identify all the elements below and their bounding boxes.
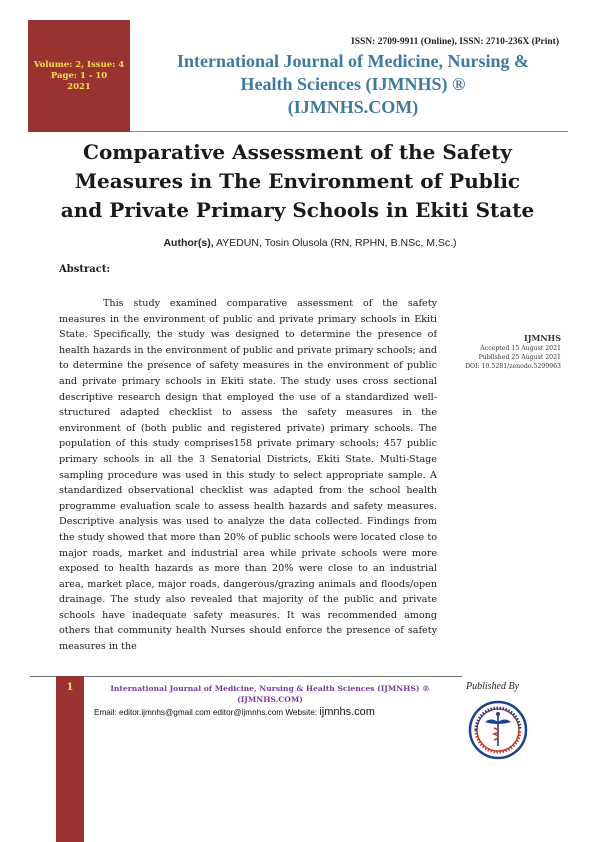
- page-range-text: Page: 1 - 10: [50, 70, 108, 81]
- paper-title-line2: Measures in The Environment of Public: [74, 169, 521, 193]
- footer-journal-line1: International Journal of Medicine, Nursing & Health Sciences (IJMNHS) ®: [110, 684, 430, 693]
- footer-journal-name: [94, 683, 446, 705]
- footer-journal-line2: (IJMNHS.COM): [237, 695, 303, 704]
- accepted-date: Accepted 15 August 2021: [480, 345, 561, 352]
- journal-title: [138, 50, 568, 119]
- volume-issue-text: Volume: 2, Issue: 4: [33, 59, 125, 70]
- journal-brand: IJMNHS: [523, 333, 561, 343]
- contact-emails: Email: editor.ijmnhs@gmail.com editor@ijmnhs.com Website:: [94, 708, 320, 717]
- footer-contact: [94, 706, 454, 718]
- authors-label: Author(s),: [163, 237, 214, 249]
- paper-title: [30, 138, 565, 225]
- journal-title-line1: International Journal of Medicine, Nursing &: [176, 51, 529, 71]
- publisher-logo: [468, 700, 528, 760]
- journal-title-line2: Health Sciences (IJMNHS) ®: [240, 74, 466, 94]
- abstract-heading: Abstract:: [59, 264, 111, 275]
- abstract-body: This study examined comparative assessment of the safety measures in the environment of public and private primary schools in Ekiti State. Specifically, the study was designed to determine the presence of health hazards in the environment of public and private primary schools; and to determine the presence of safety measures in the environment of public and private primary schools in Ekiti state. The study uses cross sectional descriptive research design that employed the use of a standardized well-structured adapted checklist to assess the safety measures in the environment of (both public and registered private) primary schools. The population of this study comprises158 private primary schools; 457 public primary schools in all the 3 Senatorial Districts, Ekiti State. Multi-Stage sampling procedure was used in this study to select appropriate sample. A standardized observational checklist was adapted from the school health programme evaluation scale to assess health hazards and safety measures. Descriptive analysis was used to analyze the data collected. Findings from the study showed that more than 20% of public schools were located close to major roads, market and industrial area while private schools were more exposed to health hazards as more than 20% were close to an industrial area, market place, major roads, dangerous/grazing animals and floods/open drainage. The study also revealed that majority of the public and private schools have inadequate safety measures. It was recommended among others that community health Nurses should enforce the presence of safety measures in the: [59, 298, 437, 653]
- header-divider: [130, 131, 568, 132]
- published-date: Published 25 August 2021: [478, 354, 561, 361]
- authors-names: AYEDUN, Tosin Olusola (RN, RPHN, B.NSc, M.Sc.): [213, 237, 457, 249]
- footer-divider: [30, 676, 462, 677]
- authors-line: [110, 237, 510, 249]
- journal-title-line3: (IJMNHS.COM): [287, 97, 419, 117]
- article-info: [465, 332, 561, 371]
- published-by-label: Published By: [466, 681, 520, 692]
- page-number-box: [56, 676, 84, 842]
- year-text: 2021: [67, 81, 91, 92]
- doi-text: DOI: 10.5281/zenodo.5299963: [465, 363, 561, 370]
- paper-title-line1: Comparative Assessment of the Safety: [83, 140, 512, 164]
- paper-title-line3: and Private Primary Schools in Ekiti State: [60, 198, 535, 222]
- issn-text: ISSN: 2709-9911 (Online), ISSN: 2710-236X (Print): [351, 37, 559, 47]
- page-number: 1: [66, 682, 74, 693]
- website-link[interactable]: ijmnhs.com: [319, 706, 375, 718]
- volume-issue-box: [28, 20, 130, 132]
